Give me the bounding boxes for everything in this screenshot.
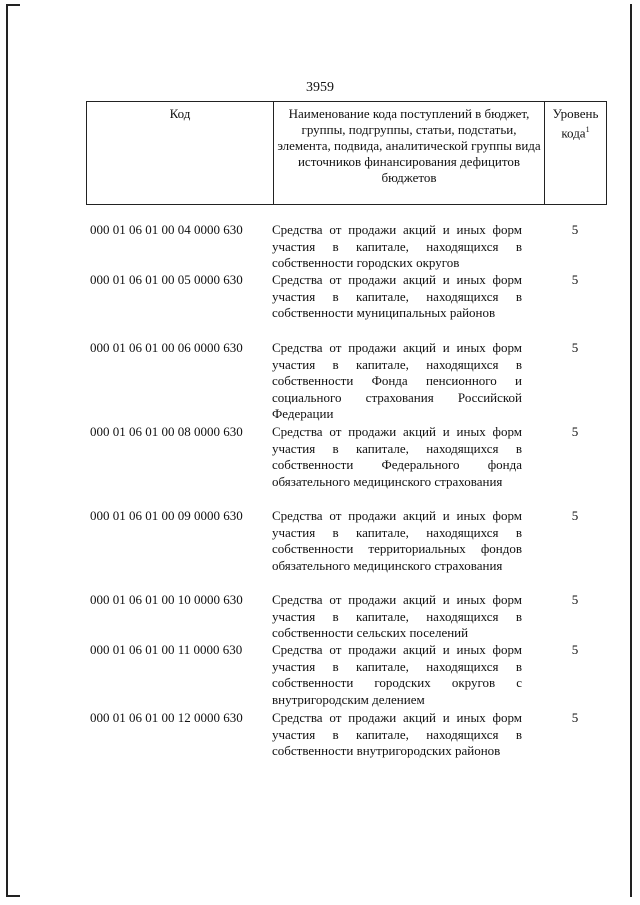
row-code: 000 01 06 01 00 11 0000 630 [90,642,243,657]
row-code: 000 01 06 01 00 12 0000 630 [90,710,243,725]
row-code: 000 01 06 01 00 10 0000 630 [90,592,243,607]
header-code: Код [87,102,274,204]
header-name: Наименование кода поступлений в бюджет, группы, подгруппы, статьи, подстатьи, элемента, подвида, аналитической группы вида источников финансирования дефицитов бюджетов [274,102,545,204]
row-name: Средства от продажи акций и иных форм участия в капитале, находящихся в собственности сельских поселений [272,592,522,640]
table-row [90,642,610,710]
row-name: Средства от продажи акций и иных форм участия в капитале, находящихся в собственности внутригородских районов [272,710,522,758]
row-name: Средства от продажи акций и иных форм участия в капитале, находящихся в собственности городских округов [272,222,522,270]
table-row [90,272,610,340]
row-name: Средства от продажи акций и иных форм участия в капитале, находящихся в собственности территориальных фондов обязательного медицинского страхования [272,508,522,573]
row-name: Средства от продажи акций и иных форм участия в капитале, находящихся в собственности городских округов с внутригородским делением [272,642,522,707]
row-code: 000 01 06 01 00 09 0000 630 [90,508,243,523]
row-level: 5 [571,642,579,657]
row-code: 000 01 06 01 00 08 0000 630 [90,424,243,439]
row-name: Средства от продажи акций и иных форм участия в капитале, находящихся в собственности Фонда пенсионного и социального страхования Российской Федерации [272,340,522,421]
row-level: 5 [571,340,579,355]
row-level: 5 [571,222,579,237]
header-level-label: Уровень кода [552,106,599,141]
row-level: 5 [571,272,579,287]
table-row [90,424,610,508]
table-row [90,340,610,424]
table-header [86,101,607,205]
row-level: 5 [571,424,579,439]
table-row [90,508,610,592]
row-level: 5 [571,592,579,607]
header-level-footnote: 1 [585,125,590,134]
page-number: 3959 [306,80,334,95]
row-name: Средства от продажи акций и иных форм участия в капитале, находящихся в собственности Федерального фонда обязательного медицинского страхования [272,424,522,489]
table-row [90,592,610,642]
row-code: 000 01 06 01 00 05 0000 630 [90,272,243,287]
row-code: 000 01 06 01 00 04 0000 630 [90,222,243,237]
table-row [90,222,610,272]
row-level: 5 [571,508,579,523]
row-code: 000 01 06 01 00 06 0000 630 [90,340,243,355]
row-name: Средства от продажи акций и иных форм участия в капитале, находящихся в собственности муниципальных районов [272,272,522,320]
header-level [545,102,606,204]
table-body [90,222,610,778]
row-level: 5 [571,710,579,725]
table-row [90,710,610,778]
